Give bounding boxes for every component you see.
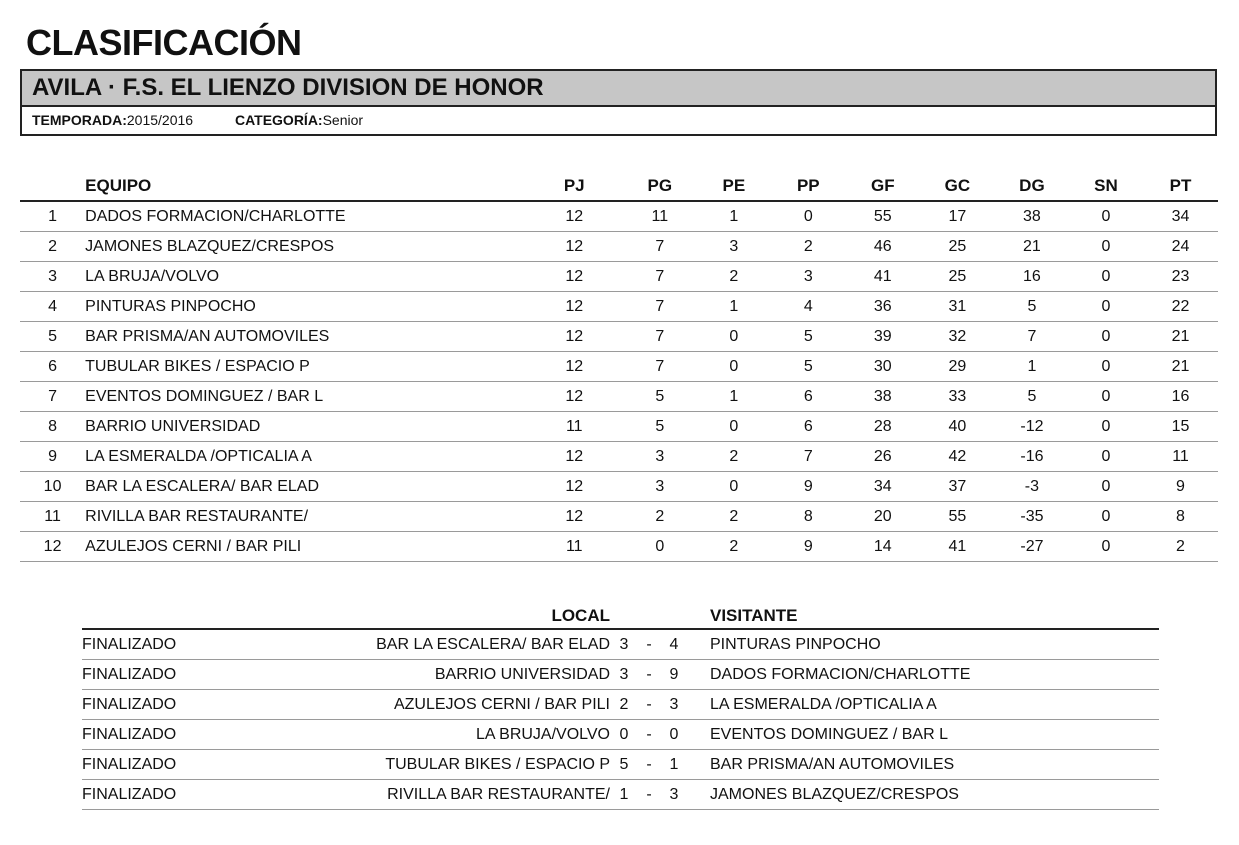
cell-team: LA ESMERALDA /OPTICALIA A xyxy=(85,442,526,472)
score-separator: - xyxy=(638,750,660,780)
results-status-header xyxy=(82,604,232,629)
cell-team: BAR LA ESCALERA/ BAR ELAD xyxy=(85,472,526,502)
standings-header-pt: PT xyxy=(1143,172,1218,201)
list-item xyxy=(82,690,1159,720)
cell-pg: 7 xyxy=(623,292,697,322)
cell-pj: 12 xyxy=(526,232,623,262)
visitor-goals: 3 xyxy=(660,780,688,810)
cell-pp: 0 xyxy=(771,201,846,232)
score-separator: - xyxy=(638,660,660,690)
cell-pt: 23 xyxy=(1143,262,1218,292)
local-goals: 0 xyxy=(610,720,638,750)
cell-pe: 1 xyxy=(697,201,771,232)
cell-pp: 2 xyxy=(771,232,846,262)
cell-team: EVENTOS DOMINGUEZ / BAR L xyxy=(85,382,526,412)
cell-gc: 25 xyxy=(920,262,995,292)
score-separator: - xyxy=(638,690,660,720)
local-team: BARRIO UNIVERSIDAD xyxy=(232,660,610,690)
results-visitor-header: VISITANTE xyxy=(710,604,1159,629)
cell-pt: 21 xyxy=(1143,352,1218,382)
standings-header-gc: GC xyxy=(920,172,995,201)
standings-body xyxy=(20,201,1218,562)
visitor-goals: 3 xyxy=(660,690,688,720)
cell-pj: 12 xyxy=(526,442,623,472)
cell-dg: 38 xyxy=(995,201,1069,232)
cell-sn: 0 xyxy=(1069,292,1143,322)
spacer xyxy=(688,629,710,660)
table-row xyxy=(20,442,1218,472)
visitor-goals: 1 xyxy=(660,750,688,780)
cell-gc: 40 xyxy=(920,412,995,442)
standings-header-team: EQUIPO xyxy=(85,172,526,201)
cell-pg: 3 xyxy=(623,472,697,502)
spacer xyxy=(688,690,710,720)
results-score-header xyxy=(610,604,638,629)
cell-pos: 7 xyxy=(20,382,85,412)
spacer xyxy=(688,660,710,690)
cell-pos: 2 xyxy=(20,232,85,262)
list-item xyxy=(82,660,1159,690)
cell-gc: 31 xyxy=(920,292,995,322)
cell-gc: 32 xyxy=(920,322,995,352)
standings-header-pj: PJ xyxy=(526,172,623,201)
cell-gc: 25 xyxy=(920,232,995,262)
cell-gc: 41 xyxy=(920,532,995,562)
standings-header-sn: SN xyxy=(1069,172,1143,201)
cell-gf: 28 xyxy=(846,412,920,442)
cell-pp: 5 xyxy=(771,352,846,382)
cell-team: AZULEJOS CERNI / BAR PILI xyxy=(85,532,526,562)
cell-pt: 8 xyxy=(1143,502,1218,532)
local-team: TUBULAR BIKES / ESPACIO P xyxy=(232,750,610,780)
cell-pt: 21 xyxy=(1143,322,1218,352)
cell-gf: 14 xyxy=(846,532,920,562)
standings-header-pg: PG xyxy=(623,172,697,201)
table-row xyxy=(20,232,1218,262)
cell-pp: 5 xyxy=(771,322,846,352)
match-status: FINALIZADO xyxy=(82,660,232,690)
cell-pg: 7 xyxy=(623,352,697,382)
cell-pos: 10 xyxy=(20,472,85,502)
standings-header xyxy=(20,172,1218,201)
spacer xyxy=(688,780,710,810)
cell-gf: 34 xyxy=(846,472,920,502)
score-separator: - xyxy=(638,780,660,810)
cell-dg: 21 xyxy=(995,232,1069,262)
cell-pe: 1 xyxy=(697,292,771,322)
table-row xyxy=(20,532,1218,562)
cell-sn: 0 xyxy=(1069,262,1143,292)
cell-pp: 3 xyxy=(771,262,846,292)
local-team: AZULEJOS CERNI / BAR PILI xyxy=(232,690,610,720)
visitor-team: EVENTOS DOMINGUEZ / BAR L xyxy=(710,720,1159,750)
local-goals: 3 xyxy=(610,629,638,660)
cell-gf: 30 xyxy=(846,352,920,382)
cell-pj: 11 xyxy=(526,532,623,562)
visitor-goals: 4 xyxy=(660,629,688,660)
cell-pe: 2 xyxy=(697,532,771,562)
cell-gf: 36 xyxy=(846,292,920,322)
score-separator: - xyxy=(638,720,660,750)
visitor-goals: 0 xyxy=(660,720,688,750)
list-item xyxy=(82,629,1159,660)
results-gap-header xyxy=(688,604,710,629)
cell-pj: 12 xyxy=(526,382,623,412)
local-goals: 2 xyxy=(610,690,638,720)
table-row xyxy=(20,502,1218,532)
cell-gf: 26 xyxy=(846,442,920,472)
cell-dg: -35 xyxy=(995,502,1069,532)
cell-dg: -3 xyxy=(995,472,1069,502)
cell-team: PINTURAS PINPOCHO xyxy=(85,292,526,322)
cell-sn: 0 xyxy=(1069,322,1143,352)
local-team: LA BRUJA/VOLVO xyxy=(232,720,610,750)
match-status: FINALIZADO xyxy=(82,720,232,750)
cell-pe: 0 xyxy=(697,472,771,502)
visitor-team: DADOS FORMACION/CHARLOTTE xyxy=(710,660,1159,690)
results-score-header xyxy=(638,604,660,629)
standings-header-gf: GF xyxy=(846,172,920,201)
cell-pt: 22 xyxy=(1143,292,1218,322)
standings-header-dg: DG xyxy=(995,172,1069,201)
cell-pg: 2 xyxy=(623,502,697,532)
table-row xyxy=(20,352,1218,382)
table-row xyxy=(20,262,1218,292)
table-row xyxy=(20,412,1218,442)
cell-pj: 12 xyxy=(526,502,623,532)
cell-team: BAR PRISMA/AN AUTOMOVILES xyxy=(85,322,526,352)
list-item xyxy=(82,750,1159,780)
cell-pg: 7 xyxy=(623,262,697,292)
cell-pe: 1 xyxy=(697,382,771,412)
cell-gc: 37 xyxy=(920,472,995,502)
local-team: RIVILLA BAR RESTAURANTE/ xyxy=(232,780,610,810)
results-header xyxy=(82,604,1159,629)
visitor-team: LA ESMERALDA /OPTICALIA A xyxy=(710,690,1159,720)
cell-pg: 7 xyxy=(623,232,697,262)
results-body xyxy=(82,629,1159,810)
match-status: FINALIZADO xyxy=(82,690,232,720)
cell-pg: 0 xyxy=(623,532,697,562)
list-item xyxy=(82,720,1159,750)
table-row xyxy=(20,201,1218,232)
match-status: FINALIZADO xyxy=(82,780,232,810)
local-goals: 5 xyxy=(610,750,638,780)
cell-pj: 12 xyxy=(526,352,623,382)
cell-pos: 5 xyxy=(20,322,85,352)
cell-team: LA BRUJA/VOLVO xyxy=(85,262,526,292)
match-status: FINALIZADO xyxy=(82,750,232,780)
cell-gc: 29 xyxy=(920,352,995,382)
cell-gc: 55 xyxy=(920,502,995,532)
cell-pg: 5 xyxy=(623,412,697,442)
standings-header-pe: PE xyxy=(697,172,771,201)
cell-gf: 55 xyxy=(846,201,920,232)
match-status: FINALIZADO xyxy=(82,629,232,660)
competition-name: AVILA · F.S. EL LIENZO DIVISION DE HONOR xyxy=(22,71,1215,107)
cell-pp: 8 xyxy=(771,502,846,532)
cell-pg: 5 xyxy=(623,382,697,412)
visitor-goals: 9 xyxy=(660,660,688,690)
cell-sn: 0 xyxy=(1069,232,1143,262)
cell-pe: 2 xyxy=(697,442,771,472)
results-table xyxy=(82,604,1159,810)
cell-pj: 12 xyxy=(526,472,623,502)
spacer xyxy=(688,720,710,750)
cell-sn: 0 xyxy=(1069,352,1143,382)
cell-team: JAMONES BLAZQUEZ/CRESPOS xyxy=(85,232,526,262)
cell-pos: 6 xyxy=(20,352,85,382)
local-goals: 1 xyxy=(610,780,638,810)
cell-sn: 0 xyxy=(1069,412,1143,442)
cell-pj: 12 xyxy=(526,322,623,352)
cell-pg: 7 xyxy=(623,322,697,352)
cell-gf: 46 xyxy=(846,232,920,262)
cell-dg: 7 xyxy=(995,322,1069,352)
cell-pos: 4 xyxy=(20,292,85,322)
cell-pos: 1 xyxy=(20,201,85,232)
cell-pe: 0 xyxy=(697,352,771,382)
cell-pt: 34 xyxy=(1143,201,1218,232)
cell-pe: 0 xyxy=(697,322,771,352)
standings-header-pp: PP xyxy=(771,172,846,201)
cell-gf: 38 xyxy=(846,382,920,412)
cell-gc: 17 xyxy=(920,201,995,232)
cell-pos: 11 xyxy=(20,502,85,532)
competition-info xyxy=(22,107,1215,133)
cell-sn: 0 xyxy=(1069,201,1143,232)
cell-dg: -12 xyxy=(995,412,1069,442)
cell-pos: 12 xyxy=(20,532,85,562)
local-team: BAR LA ESCALERA/ BAR ELAD xyxy=(232,629,610,660)
cell-sn: 0 xyxy=(1069,502,1143,532)
cell-gf: 41 xyxy=(846,262,920,292)
cell-pj: 11 xyxy=(526,412,623,442)
cell-pos: 8 xyxy=(20,412,85,442)
season-label: TEMPORADA: xyxy=(32,112,127,128)
cell-dg: -16 xyxy=(995,442,1069,472)
cell-pj: 12 xyxy=(526,292,623,322)
cell-pp: 4 xyxy=(771,292,846,322)
cell-sn: 0 xyxy=(1069,442,1143,472)
cell-pe: 3 xyxy=(697,232,771,262)
season-value: 2015/2016 xyxy=(126,112,194,128)
cell-gf: 39 xyxy=(846,322,920,352)
cell-team: TUBULAR BIKES / ESPACIO P xyxy=(85,352,526,382)
cell-pt: 2 xyxy=(1143,532,1218,562)
cell-gc: 42 xyxy=(920,442,995,472)
cell-sn: 0 xyxy=(1069,382,1143,412)
standings-header-pos xyxy=(20,172,85,201)
cell-pp: 6 xyxy=(771,382,846,412)
cell-pt: 24 xyxy=(1143,232,1218,262)
cell-pp: 7 xyxy=(771,442,846,472)
cell-team: DADOS FORMACION/CHARLOTTE xyxy=(85,201,526,232)
standings-table xyxy=(20,172,1218,562)
score-separator: - xyxy=(638,629,660,660)
competition-header xyxy=(20,69,1217,136)
cell-pe: 2 xyxy=(697,262,771,292)
category-value: Senior xyxy=(322,112,364,128)
cell-pt: 9 xyxy=(1143,472,1218,502)
cell-sn: 0 xyxy=(1069,532,1143,562)
cell-dg: 5 xyxy=(995,382,1069,412)
cell-pe: 0 xyxy=(697,412,771,442)
cell-pp: 9 xyxy=(771,532,846,562)
spacer xyxy=(688,750,710,780)
cell-dg: -27 xyxy=(995,532,1069,562)
cell-dg: 5 xyxy=(995,292,1069,322)
cell-pos: 3 xyxy=(20,262,85,292)
cell-pt: 16 xyxy=(1143,382,1218,412)
table-row xyxy=(20,382,1218,412)
visitor-team: BAR PRISMA/AN AUTOMOVILES xyxy=(710,750,1159,780)
cell-pt: 15 xyxy=(1143,412,1218,442)
cell-dg: 16 xyxy=(995,262,1069,292)
cell-sn: 0 xyxy=(1069,472,1143,502)
cell-pg: 11 xyxy=(623,201,697,232)
cell-pp: 6 xyxy=(771,412,846,442)
cell-pt: 11 xyxy=(1143,442,1218,472)
table-row xyxy=(20,322,1218,352)
cell-pos: 9 xyxy=(20,442,85,472)
cell-dg: 1 xyxy=(995,352,1069,382)
table-row xyxy=(20,292,1218,322)
cell-team: RIVILLA BAR RESTAURANTE/ xyxy=(85,502,526,532)
cell-team: BARRIO UNIVERSIDAD xyxy=(85,412,526,442)
cell-pp: 9 xyxy=(771,472,846,502)
cell-gf: 20 xyxy=(846,502,920,532)
visitor-team: PINTURAS PINPOCHO xyxy=(710,629,1159,660)
visitor-team: JAMONES BLAZQUEZ/CRESPOS xyxy=(710,780,1159,810)
results-score-header xyxy=(660,604,688,629)
list-item xyxy=(82,780,1159,810)
cell-pe: 2 xyxy=(697,502,771,532)
results-local-header: LOCAL xyxy=(232,604,610,629)
category-label: CATEGORÍA: xyxy=(234,112,323,128)
cell-gc: 33 xyxy=(920,382,995,412)
cell-pg: 3 xyxy=(623,442,697,472)
cell-pj: 12 xyxy=(526,262,623,292)
page-title: CLASIFICACIÓN xyxy=(26,22,302,63)
local-goals: 3 xyxy=(610,660,638,690)
cell-pj: 12 xyxy=(526,201,623,232)
table-row xyxy=(20,472,1218,502)
